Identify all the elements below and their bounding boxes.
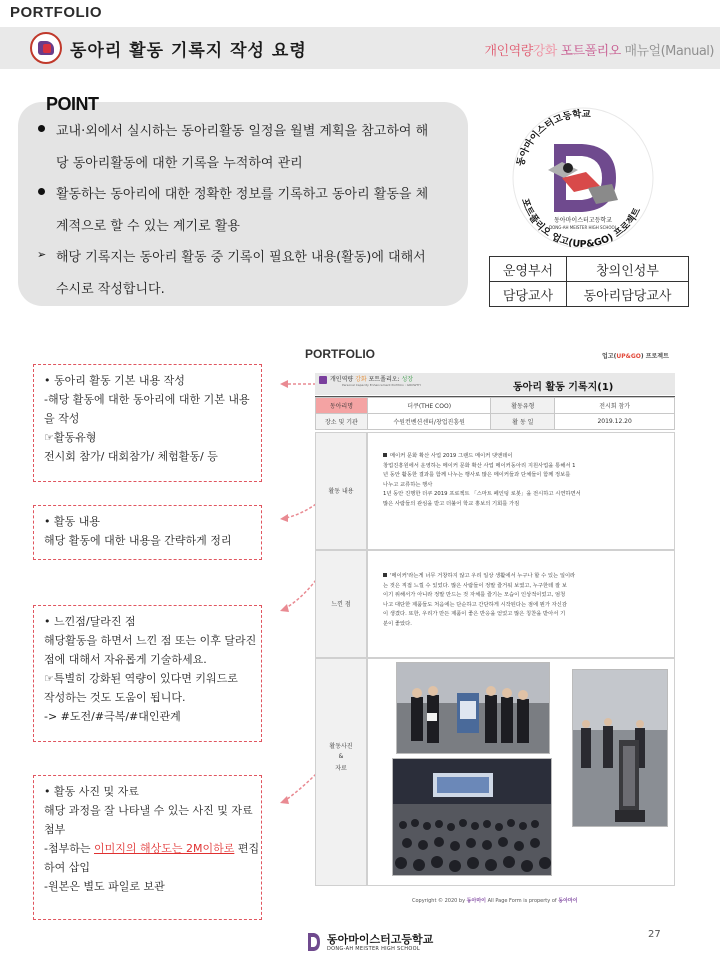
photos-label-line: & — [338, 753, 344, 760]
connector-arrows — [262, 372, 320, 812]
bullet-icon — [38, 188, 45, 195]
annotation-line: 첨부 — [44, 823, 66, 836]
table-row — [490, 282, 689, 307]
arrow-bullet-icon: ➢ — [37, 248, 47, 261]
page-title: 동아리 활동 기록지 작성 요령 — [70, 41, 307, 61]
school-emblem-icon — [30, 32, 62, 64]
portfolio-icon — [319, 376, 327, 384]
feeling-label: 느낀 점 — [315, 550, 367, 658]
table-row — [316, 414, 675, 430]
activity-photo — [572, 669, 668, 827]
photos-label-line: 활동사진 — [329, 743, 353, 750]
point-line: 수시로 작성합니다. — [56, 282, 165, 297]
point-line: 계적으로 할 수 있는 계기로 활용 — [56, 219, 240, 234]
embedded-title: 동아리 활동 기록지(1) — [513, 382, 614, 393]
annotation-line: ☞특별히 강화된 역량이 있다면 키워드로 — [44, 672, 238, 685]
svg-text:DONG-AH MEISTER HIGH SCHOOL: DONG-AH MEISTER HIGH SCHOOL — [549, 225, 617, 230]
page-number: 27 — [648, 929, 661, 940]
activity-text: 메이커 문화 확산 사업 2019 그랜드 메이커 댓앤데이 창업진흥원에서 운영하는 메이커 문화 확산 사업 메이커동아리 지원사업을 통해서 1 년 동안 활동한 결과를 함께 나누는 행사로 많은 메이커들과 단체들이 함께 정보를 나누고 교류하는 행사 1년 동안 진행한 더쿠 2019 프로젝트 「스마트 페인팅 로봇」을 전시하고 시연하면서 많은 사람들의 관심을 받고 더불어 학교 홍보의 기회를 가짐 — [383, 453, 581, 507]
annotation-line: • 활동 사진 및 자료 — [44, 785, 139, 798]
embedded-project-label: 업고(UP&GO) 프로젝트 — [602, 353, 669, 360]
portfolio-logo: PORTFOLIO — [10, 4, 102, 21]
table-cell: 전시회 참가 — [555, 398, 675, 414]
photos-label-line: 자료 — [335, 765, 347, 772]
feeling-text: '메이커'라는게 너무 거창하지 않고 우리 일상 생활에서 누구나 할 수 있는 일이라 는 것은 직접 느낄 수 있었다. 많은 사람들이 정말 즐거워 보였고, 누구한테 잘 보 이기 위해서가 아니라 정말 만드는 것 자체를 즐기는 모습이 인상적이었고, 엄청 나고 대단한 제품들도 처음에는 단순하고 간단하게 시작된다는 점에 뭔가 자신감 이 생겼다. 또한, 우리가 만든 제품이 좋은 반응을 얻었고 많은 칭찬을 받아서 기 분이 좋았다. — [383, 573, 576, 627]
annotation-line: 작성하는 것도 도움이 됩니다. — [44, 691, 186, 704]
info-table — [489, 256, 689, 307]
annotation-line: • 느낀점/달라진 점 — [44, 615, 136, 628]
info-key: 운영부서 — [490, 257, 567, 282]
table-cell: 더쿠(THE COO) — [367, 398, 491, 414]
manual-label: 개인역량강화 포트폴리오 매뉴얼(Manual) — [484, 44, 714, 59]
table-row — [316, 398, 675, 414]
svg-text:포트폴리오 업고(UP&GO) 프로젝트: 포트폴리오 업고(UP&GO) 프로젝트 — [518, 197, 644, 251]
resolution-warning: 이미지의 해상도는 2M이하로 — [93, 842, 235, 855]
point-line: 해당 기록지는 동아리 활동 중 기록이 필요한 내용(활동)에 대해서 — [56, 250, 426, 265]
annotation-line — [44, 839, 260, 858]
annotation-line: • 동아리 활동 기본 내용 작성 — [44, 374, 185, 387]
table-cell: 수원컨벤션센터/창업진흥원 — [367, 414, 491, 430]
bullet-icon — [38, 125, 45, 132]
annotation-feeling — [33, 605, 262, 742]
annotation-text: -첨부하는 — [44, 842, 94, 855]
point-line: 교내·외에서 실시하는 동아리활동 일정을 월별 계획을 참고하여 해 — [56, 124, 429, 139]
activity-label: 활동 내용 — [315, 432, 367, 550]
embedded-subtitle: 개인역량 강화 포트폴리오: 성장 Personal Capacity Enhancement Portfolio : GROWTH — [330, 376, 421, 387]
embedded-info-table — [315, 397, 675, 430]
info-value: 동아리담당교사 — [567, 282, 689, 307]
annotation-line: 해당활동을 하면서 느낀 점 또는 이후 달라진 — [44, 634, 257, 647]
embedded-subtitle-en: Personal Capacity Enhancement Portfolio : GROWTH — [342, 383, 421, 387]
project-seal-icon — [504, 104, 662, 252]
annotation-line: • 활동 내용 — [44, 515, 100, 528]
annotation-line: -> #도전/#극복/#대인관계 — [44, 710, 181, 723]
activity-photo — [396, 662, 550, 754]
svg-text:동아마이스터고등학교: 동아마이스터고등학교 — [515, 108, 592, 168]
info-key: 담당교사 — [490, 282, 567, 307]
activity-photo — [392, 758, 552, 876]
point-line: 활동하는 동아리에 대한 정확한 정보를 기록하고 동아리 활동을 체 — [56, 187, 429, 202]
svg-text:동아마이스터고등학교: 동아마이스터고등학교 — [554, 217, 612, 224]
annotation-activity — [33, 505, 262, 560]
info-value: 창의인성부 — [567, 257, 689, 282]
table-cell: 활동유형 — [491, 398, 555, 414]
annotation-line: -해당 활동에 대한 동아리에 대한 기본 내용 — [44, 393, 250, 406]
photos-label — [315, 658, 367, 886]
annotation-line: 하여 삽입 — [44, 861, 91, 874]
annotation-line: 을 작성 — [44, 412, 80, 425]
school-logo-icon — [307, 932, 321, 952]
table-cell: 동아리명 — [316, 398, 368, 414]
annotation-line: 점에 대해서 자유롭게 기술하세요. — [44, 653, 207, 666]
annotation-line: 해당 과정을 잘 나타낼 수 있는 사진 및 자료 — [44, 804, 253, 817]
point-label: POINT — [46, 94, 99, 114]
table-cell: 장소 및 기관 — [316, 414, 368, 430]
point-line: 당 동아리활동에 대한 기록을 누적하여 관리 — [56, 156, 303, 171]
embedded-portfolio-logo: PORTFOLIO — [305, 347, 375, 361]
school-name-en: DONG-AH MEISTER HIGH SCHOOL — [327, 946, 420, 952]
annotation-basic-info — [33, 364, 262, 482]
annotation-line: ☞활동유형 — [44, 431, 97, 444]
annotation-line: -원본은 별도 파일로 보관 — [44, 880, 165, 893]
table-row — [490, 257, 689, 282]
table-cell: 2019.12.20 — [555, 414, 675, 430]
annotation-text: 편집 — [234, 842, 260, 855]
table-cell: 활 동 일 — [491, 414, 555, 430]
annotation-line: 해당 활동에 대한 내용을 간략하게 정리 — [44, 534, 232, 547]
embedded-footer: Copyright © 2020 by 동아마이 All Page Form is property of 동아마이 — [412, 898, 578, 904]
annotation-photos — [33, 775, 262, 920]
school-name: 동아마이스터고등학교 — [327, 933, 434, 946]
annotation-line: 전시회 참가/ 대회참가/ 체험활동/ 등 — [44, 450, 218, 463]
